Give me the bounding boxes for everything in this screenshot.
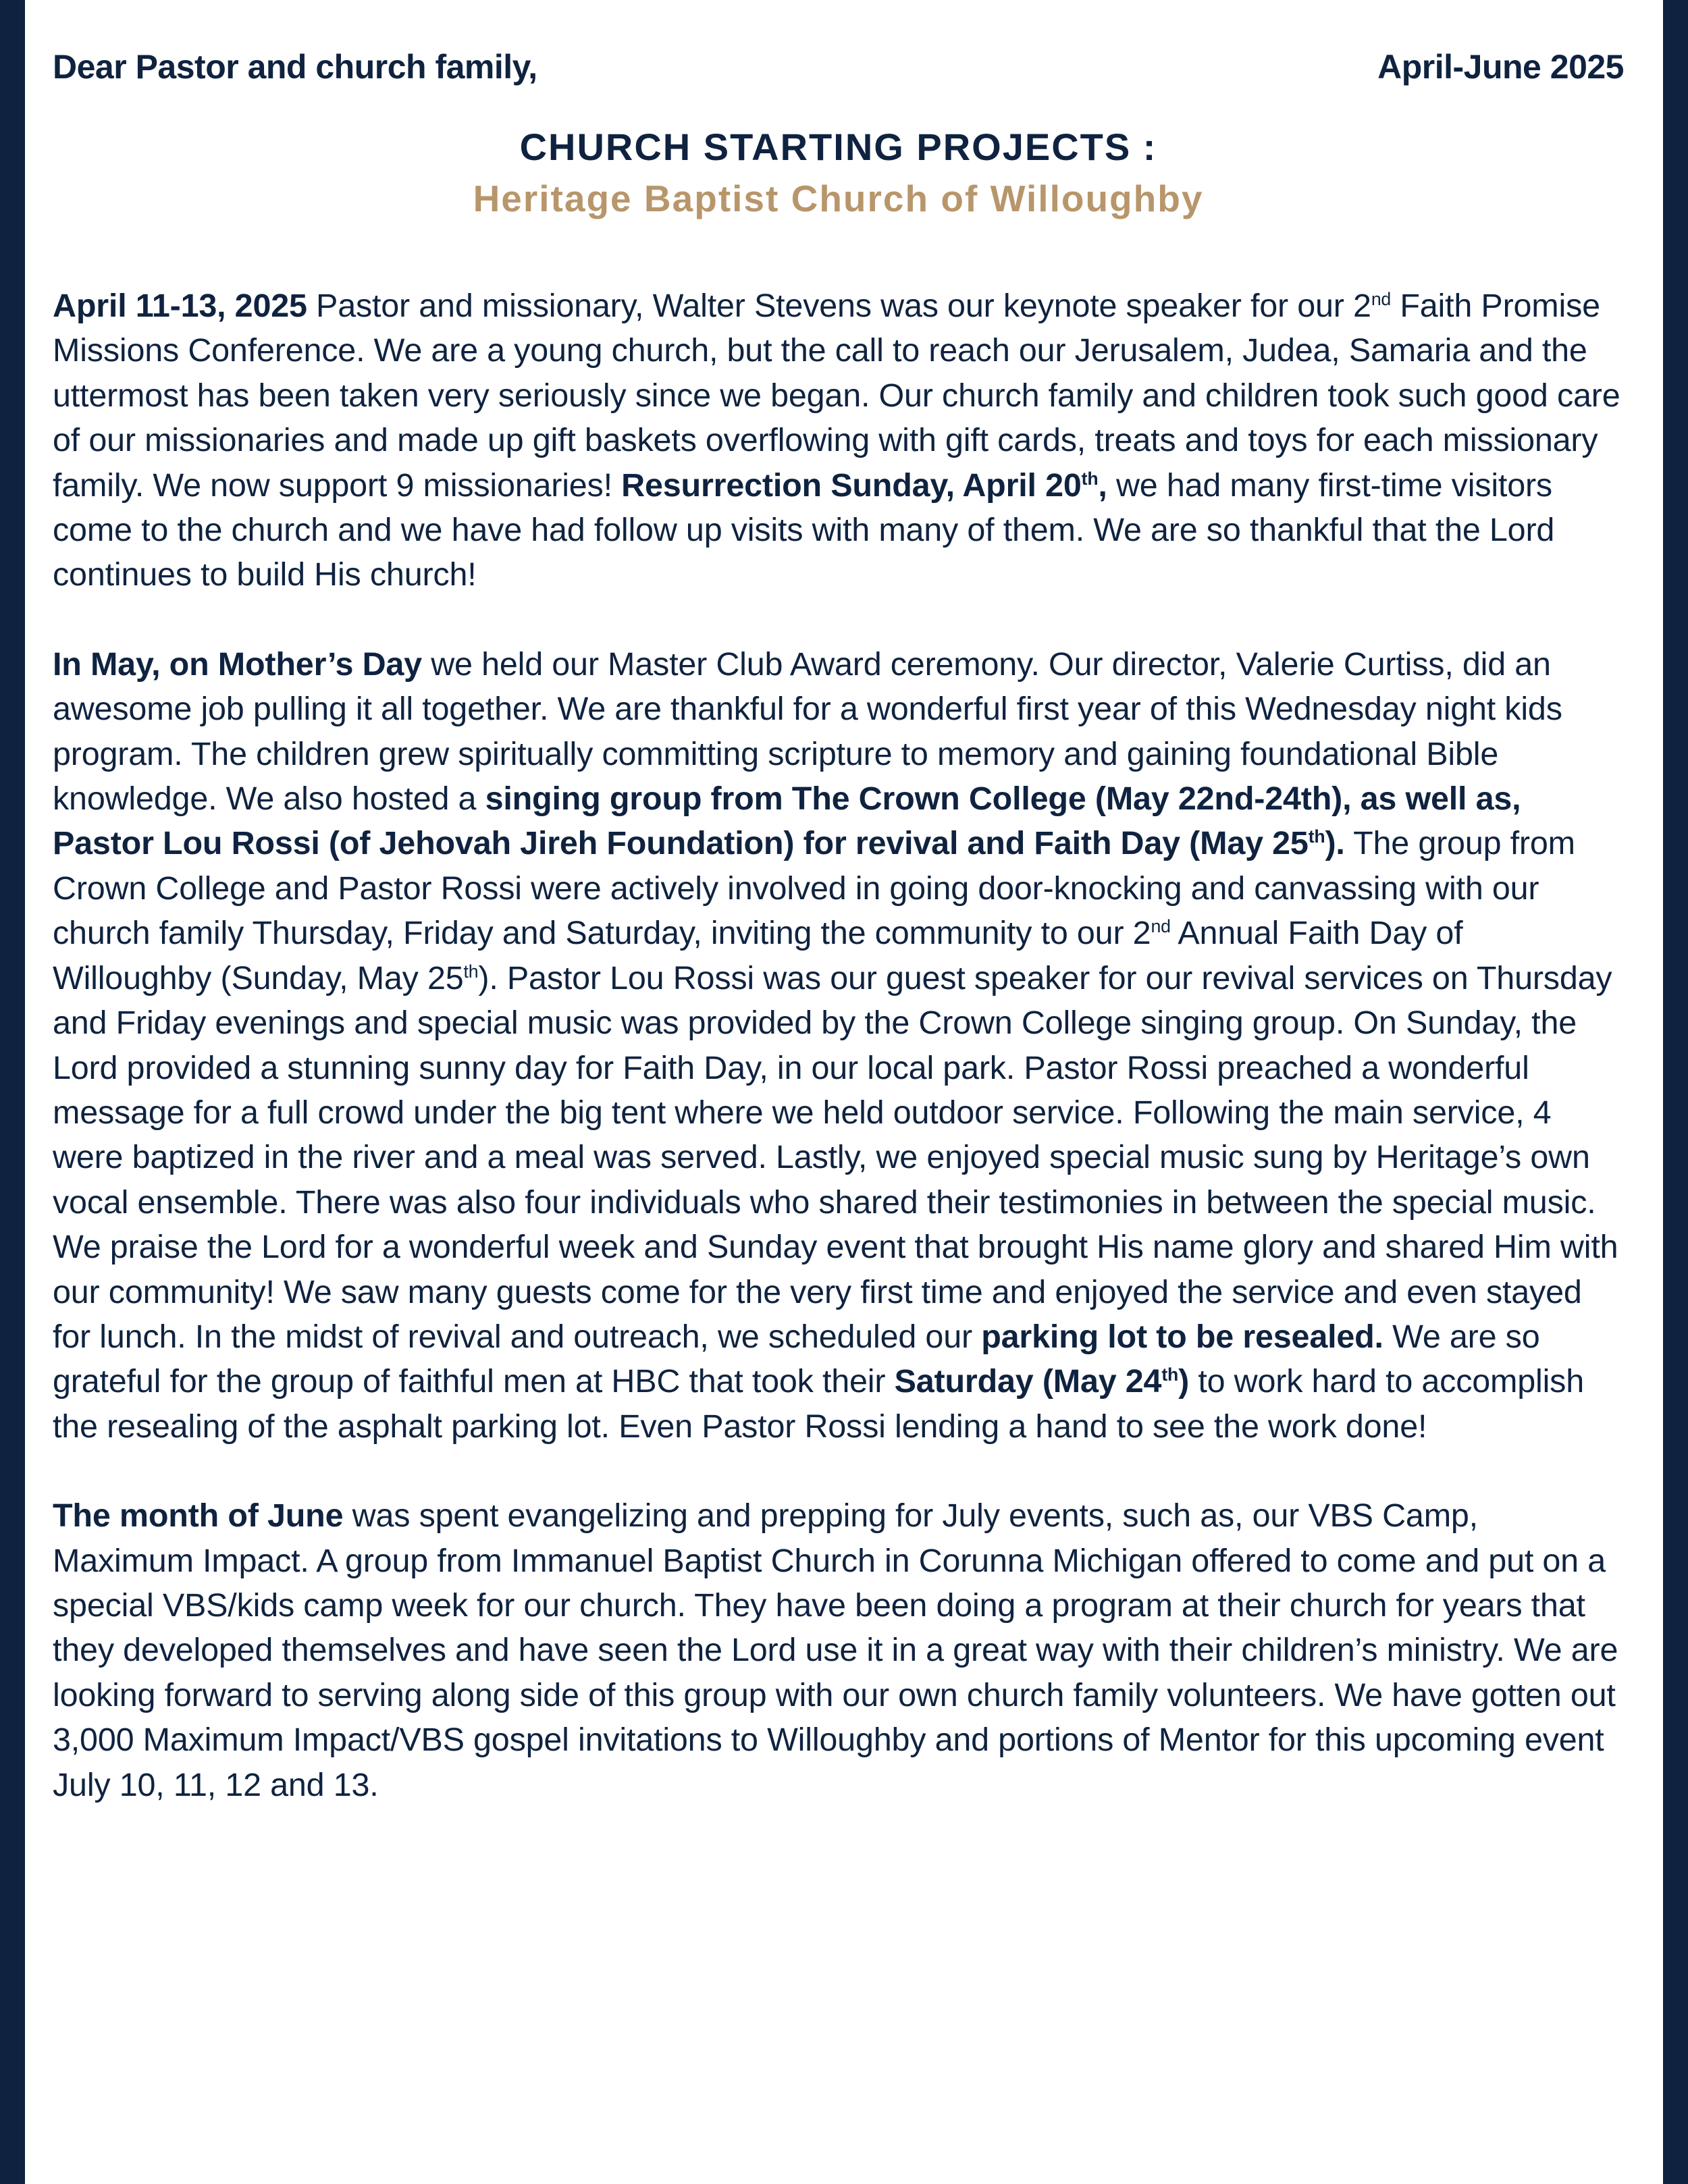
superscript: th	[1081, 468, 1099, 489]
body-text: we held our Master Club Award ceremony. Our director, Valerie Curtiss, did an awesome job pulling it all together. We are thankful for a wonderful first year of this Wednesday night kids program. The children grew spiritually committing scripture to memory and gaining foundational Bible knowledge. We also hosted a	[53, 645, 1562, 818]
greeting: Dear Pastor and church family,	[53, 48, 537, 86]
body-text: ). Pastor Lou Rossi was our guest speaker for our revival services on Thursday and Friday evenings and special music was provided by the Crown College singing group. On Sunday, the Lord provided a stunning sunny day for Faith Day, in our local park. Pastor Rossi preached a wonderful message for a full crowd under the big tent where we held outdoor service. Following the main service, 4 were baptized in the river and a meal was served. Lastly, we enjoyed special music sung by Heritage’s own vocal ensemble. There was also four individuals who shared their testimonies in between the special music. We praise the Lord for a wonderful week and Sunday event that brought His name glory and shared Him with our community! We saw many guests come for the very first time and enjoyed the service and even stayed for lunch. In the midst of revival and outreach, we scheduled our	[53, 959, 1618, 1355]
bold-text: ,	[1098, 467, 1107, 504]
date-range: April-June 2025	[1377, 48, 1624, 86]
paragraph-may	[53, 642, 1624, 1449]
bold-text: )	[1178, 1363, 1190, 1400]
letter-header	[53, 39, 1624, 95]
bold-text: April 11-13, 2025	[53, 288, 307, 324]
letter-page	[25, 0, 1663, 2184]
body-text: Pastor and missionary, Walter Stevens was our keynote speaker for our 2	[307, 288, 1371, 324]
body-text: Annual Faith Day of Willoughby (Sunday, May 25	[53, 915, 1463, 996]
body-text: Faith Promise Missions Conference. We are a young church, but the call to reach our Jerusalem, Judea, Samaria and the uttermost has been taken very seriously since we began. Our church family and children took such good care of our missionaries and made up gift baskets overflowing with gift cards, treats and toys for each missionary family. We now support 9 missionaries!	[53, 288, 1620, 504]
page-title: CHURCH STARTING PROJECTS :	[519, 126, 1157, 168]
bold-text: ).	[1325, 825, 1345, 862]
bold-text: Saturday (May 24	[894, 1363, 1162, 1400]
bold-text: The month of June	[53, 1497, 344, 1535]
superscript: th	[463, 961, 479, 982]
bold-text: In May, on Mother’s Day	[53, 645, 422, 683]
letter-body	[53, 284, 1624, 1807]
body-text: to work hard to accomplish the resealing of the asphalt parking lot. Even Pastor Rossi lending a hand to see the work done!	[53, 1363, 1584, 1445]
church-name: Heritage Baptist Church of Willoughby	[473, 178, 1204, 219]
superscript: nd	[1371, 288, 1392, 309]
body-text: we had many first-time visitors come to the church and we have had follow up visits with many of them. We are so thankful that the Lord continues to build His church!	[53, 467, 1555, 593]
bold-text: parking lot to be resealed.	[981, 1318, 1383, 1355]
bold-text: Resurrection Sunday, April 20	[621, 467, 1082, 504]
superscript: nd	[1151, 916, 1171, 937]
paragraph-june	[53, 1493, 1624, 1807]
body-text: was spent evangelizing and prepping for July events, such as, our VBS Camp, Maximum Impact. A group from Immanuel Baptist Church in Corunna Michigan offered to come and put on a special VBS/kids camp week for our church. They have been doing a program at their church for years that they developed themselves and have seen the Lord use it in a great way with their children’s ministry. We are looking forward to serving along side of this group with our own church family volunteers. We have gotten out 3,000 Maximum Impact/VBS gospel invitations to Willoughby and portions of Mentor for this upcoming event July 10, 11, 12 and 13.	[53, 1497, 1618, 1803]
body-text: The group from Crown College and Pastor Rossi were actively involved in going door-knocking and canvassing with our church family Thursday, Friday and Saturday, inviting the community to our 2	[53, 825, 1575, 952]
body-text: We are so grateful for the group of faithful men at HBC that took their	[53, 1318, 1540, 1400]
superscript: th	[1161, 1364, 1179, 1385]
bold-text: singing group from The Crown College (May 22nd-24th), as well as, Pastor Lou Rossi (of Jehovah Jireh Foundation) for revival and Faith Day (May 25	[53, 780, 1521, 862]
title-block	[53, 122, 1624, 224]
paragraph-april	[53, 284, 1624, 597]
superscript: th	[1308, 826, 1325, 847]
